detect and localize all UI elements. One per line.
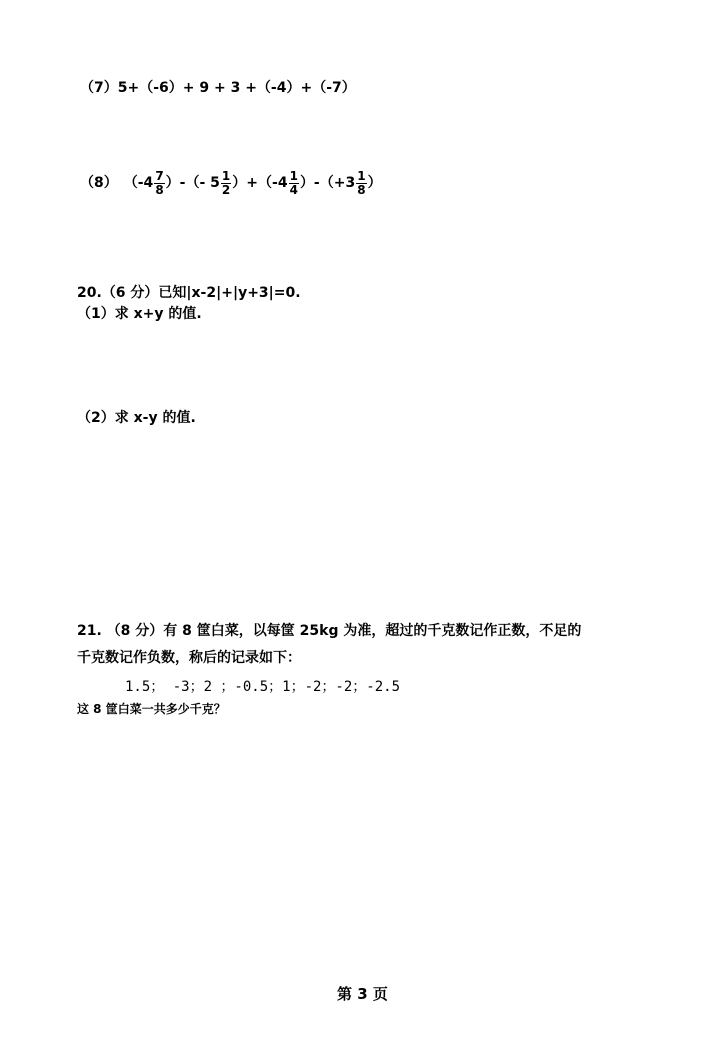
problem-8-close: ）: [367, 175, 382, 191]
problem-8-fraction-3: [289, 170, 299, 197]
page-number: 第 3 页: [337, 985, 388, 1003]
fraction-2-denominator: 2: [221, 182, 231, 197]
question-21-question: 这 8 筐白菜一共多少千克？: [77, 702, 226, 716]
question-21-line-2: 千克数记作负数，称后的记录如下：: [77, 650, 301, 666]
problem-8-fraction-1: [154, 170, 164, 197]
problem-8-label: （8）: [80, 175, 118, 191]
problem-8-term1-open: （-4: [123, 175, 154, 191]
fraction-4-denominator: 8: [357, 182, 366, 197]
problem-8: [80, 163, 382, 203]
fraction-2-numerator: 1: [221, 168, 231, 183]
problem-7-text: （7）5+（-6）+ 9 + 3 +（-4）+（-7）: [80, 80, 356, 96]
problem-8-operator-2: ）+（-4: [232, 175, 288, 191]
fraction-3-numerator: 1: [289, 168, 298, 183]
fraction-3-denominator: 4: [289, 182, 298, 197]
problem-8-fraction-2: [221, 170, 231, 197]
fraction-1-denominator: 8: [155, 182, 164, 197]
fraction-4-numerator: 1: [357, 168, 366, 183]
question-20-header: 20.（6 分）已知|x-2|+|y+3|=0.: [77, 285, 301, 301]
problem-8-operator-3: ）-（+3: [299, 175, 356, 191]
fraction-1-numerator: 7: [155, 168, 164, 183]
problem-8-operator-1: ）-（- 5: [165, 175, 220, 191]
problem-7: [80, 79, 356, 97]
question-21-line-1: 21. （8 分）有 8 筐白菜，以每筐 25kg 为准，超过的千克数记作正数，不足的: [77, 623, 582, 639]
problem-8-fraction-4: [356, 170, 366, 197]
question-20-part-2: （2）求 x-y 的值.: [77, 410, 196, 426]
question-20-part-1: （1）求 x+y 的值.: [77, 306, 202, 322]
question-21-records: 1.5； -3；2 ；-0.5；1；-2；-2；-2.5: [125, 679, 401, 695]
